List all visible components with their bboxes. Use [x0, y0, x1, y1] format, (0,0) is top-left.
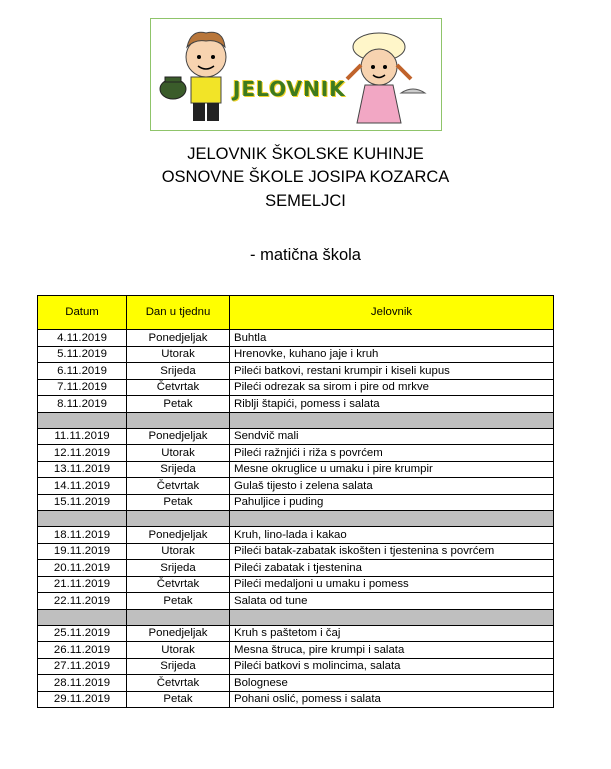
table-row	[38, 658, 554, 675]
menu-table	[37, 295, 554, 708]
separator-cell	[127, 609, 230, 625]
day-cell: Utorak	[127, 543, 230, 560]
table-row	[38, 576, 554, 593]
meal-cell: Pileći zabatak i tjestenina	[230, 560, 554, 577]
table-row	[38, 642, 554, 659]
day-cell: Utorak	[127, 642, 230, 659]
date-cell: 22.11.2019	[38, 593, 127, 610]
meal-cell: Riblji štapići, pomess i salata	[230, 396, 554, 413]
table-row	[38, 379, 554, 396]
meal-cell: Salata od tune	[230, 593, 554, 610]
separator-cell	[38, 609, 127, 625]
meal-cell: Pileći batkovi, restani krumpir i kiseli kupus	[230, 363, 554, 380]
meal-cell: Kruh s paštetom i čaj	[230, 625, 554, 642]
separator-cell	[127, 511, 230, 527]
separator-cell	[230, 412, 554, 428]
day-cell: Četvrtak	[127, 379, 230, 396]
meal-cell: Sendvič mali	[230, 428, 554, 445]
separator-cell	[230, 609, 554, 625]
table-body	[38, 330, 554, 708]
date-cell: 29.11.2019	[38, 691, 127, 708]
meal-cell: Hrenovke, kuhano jaje i kruh	[230, 346, 554, 363]
day-cell: Ponedjeljak	[127, 625, 230, 642]
day-cell: Srijeda	[127, 658, 230, 675]
table-row	[38, 346, 554, 363]
day-cell: Petak	[127, 691, 230, 708]
date-cell: 13.11.2019	[38, 461, 127, 478]
day-cell: Petak	[127, 494, 230, 511]
date-cell: 27.11.2019	[38, 658, 127, 675]
table-row	[38, 691, 554, 708]
day-cell: Utorak	[127, 445, 230, 462]
meal-cell: Kruh, lino-lada i kakao	[230, 527, 554, 544]
day-cell: Četvrtak	[127, 478, 230, 495]
date-cell: 8.11.2019	[38, 396, 127, 413]
table-header-row	[38, 296, 554, 330]
table-row	[38, 675, 554, 692]
table-row	[38, 527, 554, 544]
date-cell: 12.11.2019	[38, 445, 127, 462]
date-cell: 18.11.2019	[38, 527, 127, 544]
day-cell: Četvrtak	[127, 675, 230, 692]
date-cell: 14.11.2019	[38, 478, 127, 495]
meal-cell: Pileći odrezak sa sirom i pire od mrkve	[230, 379, 554, 396]
table-row	[38, 363, 554, 380]
date-cell: 4.11.2019	[38, 330, 127, 347]
day-cell: Srijeda	[127, 363, 230, 380]
date-cell: 15.11.2019	[38, 494, 127, 511]
day-cell: Petak	[127, 396, 230, 413]
date-cell: 28.11.2019	[38, 675, 127, 692]
day-cell: Utorak	[127, 346, 230, 363]
title-line-3: SEMELJCI	[265, 192, 346, 210]
meal-cell: Pileći batkovi s molincima, salata	[230, 658, 554, 675]
header-day: Dan u tjednu	[127, 296, 230, 330]
day-cell: Petak	[127, 593, 230, 610]
separator-cell	[127, 412, 230, 428]
day-cell: Ponedjeljak	[127, 428, 230, 445]
table-row	[38, 478, 554, 495]
date-cell: 6.11.2019	[38, 363, 127, 380]
table-row	[38, 625, 554, 642]
date-cell: 26.11.2019	[38, 642, 127, 659]
meal-cell: Bolognese	[230, 675, 554, 692]
title-line-1: JELOVNIK ŠKOLSKE KUHINJE	[187, 145, 424, 163]
meal-cell: Gulaš tijesto i zelena salata	[230, 478, 554, 495]
day-cell: Srijeda	[127, 461, 230, 478]
meal-cell: Pahuljice i puding	[230, 494, 554, 511]
table-row	[38, 461, 554, 478]
meal-cell: Pileći medaljoni u umaku i pomess	[230, 576, 554, 593]
date-cell: 19.11.2019	[38, 543, 127, 560]
meal-cell: Pohani oslić, pomess i salata	[230, 691, 554, 708]
separator-cell	[38, 412, 127, 428]
week-separator-row	[38, 511, 554, 527]
date-cell: 7.11.2019	[38, 379, 127, 396]
date-cell: 11.11.2019	[38, 428, 127, 445]
meal-cell: Mesne okruglice u umaku i pire krumpir	[230, 461, 554, 478]
day-cell: Ponedjeljak	[127, 527, 230, 544]
table-row	[38, 593, 554, 610]
logo-text: JELOVNIK	[233, 77, 346, 101]
date-cell: 25.11.2019	[38, 625, 127, 642]
header-menu: Jelovnik	[230, 296, 554, 330]
meal-cell: Pileći ražnjići i riža s povrćem	[230, 445, 554, 462]
meal-cell: Mesna štruca, pire krumpi i salata	[230, 642, 554, 659]
date-cell: 20.11.2019	[38, 560, 127, 577]
table-row	[38, 396, 554, 413]
subtitle: - matična škola	[250, 246, 361, 264]
day-cell: Srijeda	[127, 560, 230, 577]
date-cell: 21.11.2019	[38, 576, 127, 593]
meal-cell: Buhtla	[230, 330, 554, 347]
table-row	[38, 560, 554, 577]
logo	[150, 18, 442, 131]
week-separator-row	[38, 412, 554, 428]
meal-cell: Pileći batak-zabatak iskošten i tjestenina s povrćem	[230, 543, 554, 560]
separator-cell	[38, 511, 127, 527]
separator-cell	[230, 511, 554, 527]
table-row	[38, 445, 554, 462]
day-cell: Četvrtak	[127, 576, 230, 593]
table-row	[38, 428, 554, 445]
table-row	[38, 494, 554, 511]
week-separator-row	[38, 609, 554, 625]
chef-children-illustration	[151, 19, 441, 130]
title-line-2: OSNOVNE ŠKOLE JOSIPA KOZARCA	[161, 168, 450, 186]
day-cell: Ponedjeljak	[127, 330, 230, 347]
table-row	[38, 330, 554, 347]
date-cell: 5.11.2019	[38, 346, 127, 363]
table-row	[38, 543, 554, 560]
header-date: Datum	[38, 296, 127, 330]
